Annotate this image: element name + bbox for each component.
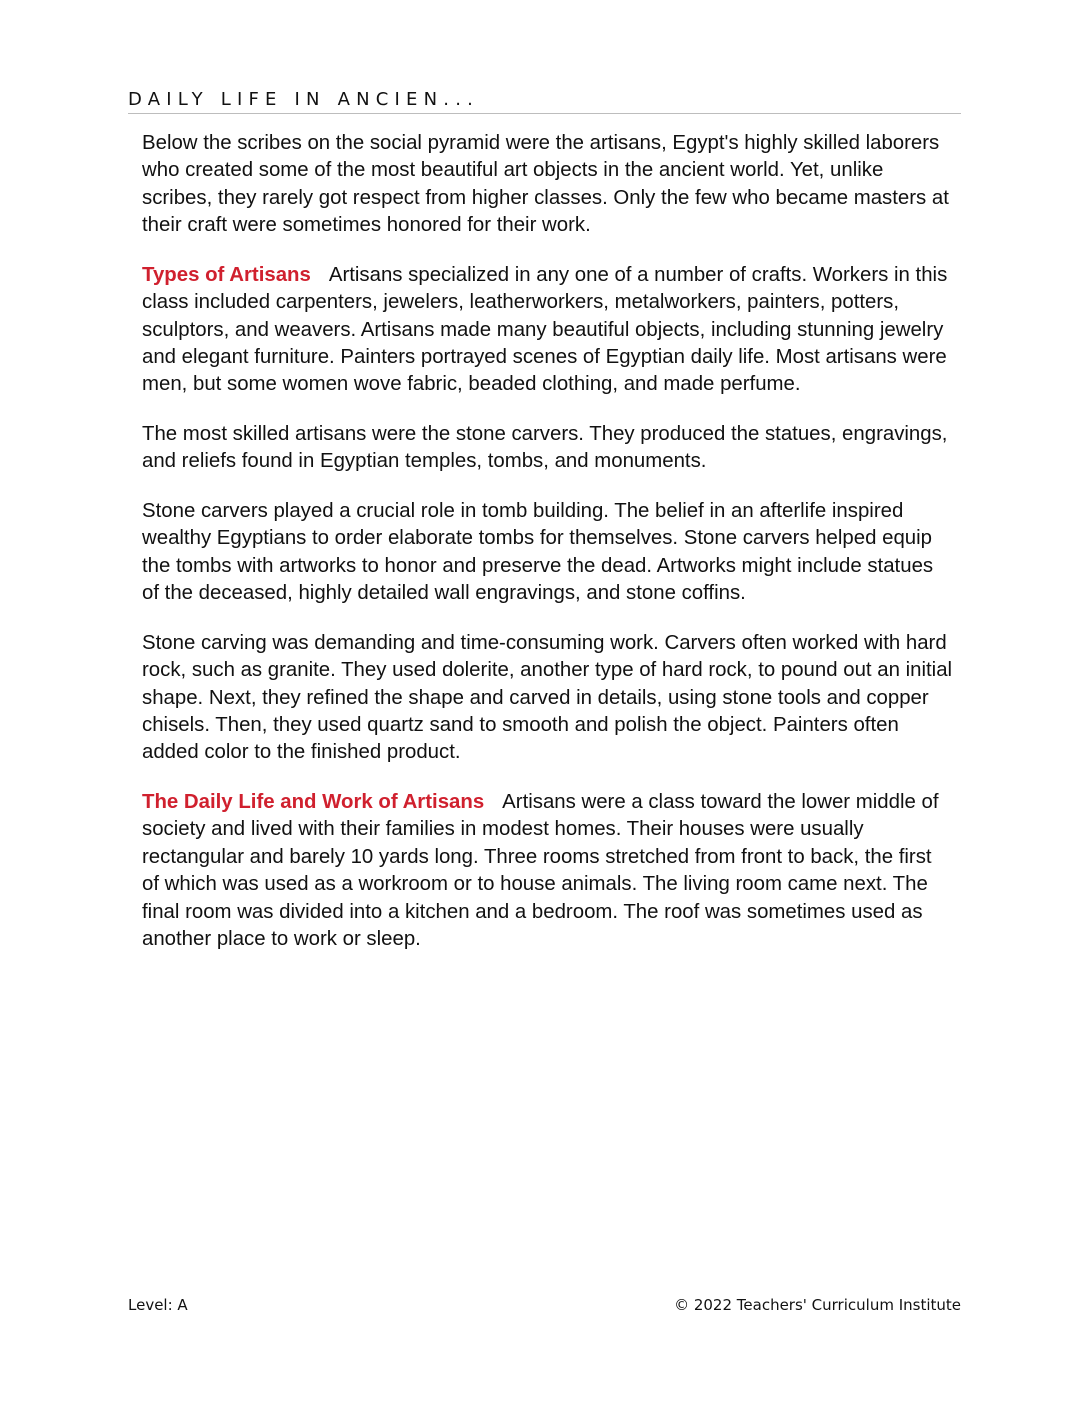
paragraph-text: Stone carving was demanding and time-consuming work. Carvers often worked with hard rock, such as granite. They used dolerite, another type of hard rock, to pound out an initial shape. Next, they refined the shape and carved in details, using stone tools and copper chisels. Then, they used quartz sand to smooth and polish the object. Painters often added color to the finished product. bbox=[142, 631, 953, 764]
paragraph-text: Artisans specialized in any one of a number of crafts. Workers in this class included carpenters, jewelers, leatherworkers, metalworkers, painters, potters, sculptors, and weavers. Artisans made many beautiful objects, including stunning jewelry and elegant furniture. Painters portrayed scenes of Egyptian daily life. Most artisans were men, but some women wove fabric, beaded clothing, and made perfume. bbox=[142, 263, 948, 396]
paragraph-intro bbox=[142, 130, 954, 240]
paragraph-types-of-artisans bbox=[142, 262, 954, 399]
section-heading-types-of-artisans: Types of Artisans bbox=[142, 263, 311, 286]
footer-copyright: © 2022 Teachers' Curriculum Institute bbox=[674, 1296, 961, 1314]
page-header bbox=[128, 88, 961, 114]
paragraph-stone-carving bbox=[142, 630, 954, 767]
paragraph-text: Stone carvers played a crucial role in tomb building. The belief in an afterlife inspired wealthy Egyptians to order elaborate tombs for themselves. Stone carvers helped equip the tombs with artworks to honor and preserve the dead. Artworks might include statues of the deceased, highly detailed wall engravings, and stone coffins. bbox=[142, 500, 934, 605]
paragraph-text: The most skilled artisans were the stone carvers. They produced the statues, engravings, and reliefs found in Egyptian temples, tombs, and monuments. bbox=[142, 423, 948, 473]
paragraph-text: Below the scribes on the social pyramid were the artisans, Egypt's highly skilled laborers who created some of the most beautiful art objects in the ancient world. Yet, unlike scribes, they rarely got respect from higher classes. Only the few who became masters at their craft were sometimes honored for their work. bbox=[142, 132, 949, 237]
footer-level: Level: A bbox=[128, 1296, 188, 1314]
paragraph-daily-life bbox=[142, 789, 954, 953]
article-body bbox=[142, 130, 954, 976]
section-heading-daily-life: The Daily Life and Work of Artisans bbox=[142, 791, 485, 814]
page-title: DAILY LIFE IN ANCIEN... bbox=[128, 89, 480, 110]
paragraph-text: Artisans were a class toward the lower middle of society and lived with their families in modest homes. Their houses were usually rectangular and barely 10 yards long. Three rooms stretched from front to back, the first of which was used as a workroom or to house animals. The living room came next. The final room was divided into a kitchen and a bedroom. The roof was sometimes used as another place to work or sleep. bbox=[142, 791, 939, 951]
paragraph-tomb-building bbox=[142, 498, 954, 608]
paragraph-stone-carvers bbox=[142, 421, 954, 476]
